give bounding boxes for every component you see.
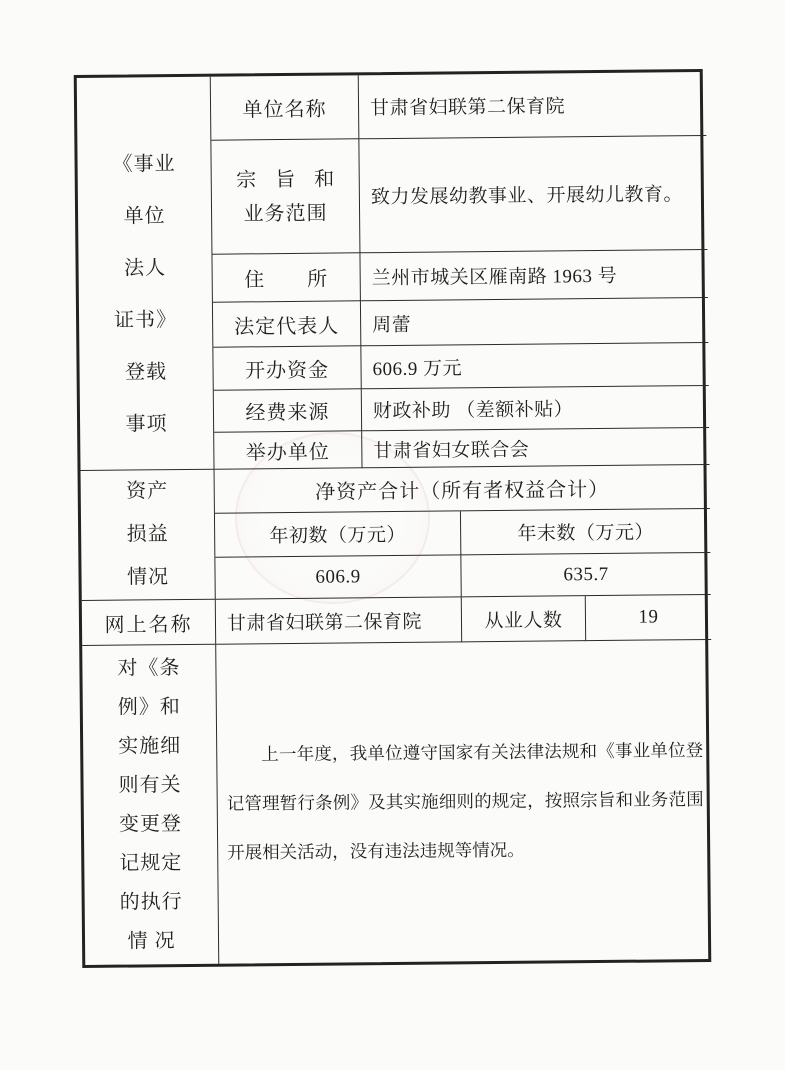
year-end-value: 635.7	[461, 553, 710, 597]
assets-title-line: 损益	[126, 523, 169, 546]
cert-title-line: 事项	[125, 413, 168, 436]
compliance-title-line: 记规定	[119, 851, 183, 875]
year-begin-header: 年初数（万元）	[215, 511, 461, 557]
unit-name-value: 甘肃省妇联第二保育院	[359, 72, 707, 139]
capital-value: 606.9 万元	[361, 343, 708, 389]
purpose-label	[211, 139, 360, 254]
online-name-value: 甘肃省妇联第二保育院	[216, 597, 462, 644]
compliance-title-line: 变更登	[118, 812, 183, 836]
assets-title-line: 情况	[126, 566, 170, 589]
unit-name-label: 单位名称	[211, 75, 360, 140]
address-label: 住 所	[212, 253, 360, 302]
compliance-title-line: 的执行	[119, 890, 183, 914]
cert-title-line: 证书》	[113, 309, 178, 332]
year-end-header: 年末数（万元）	[461, 509, 710, 555]
purpose-label-line2: 业务范围	[243, 202, 328, 225]
address-value: 兰州市城关区雁南路 1963 号	[360, 250, 707, 301]
staff-count-label: 从业人数	[462, 596, 586, 642]
cert-title-line: 《事业	[112, 153, 176, 176]
compliance-section-title	[82, 645, 219, 965]
online-name-label: 网上名称	[82, 600, 216, 646]
compliance-statement-cell	[216, 640, 714, 964]
year-begin-value: 606.9	[215, 555, 461, 599]
compliance-title-line: 则有关	[118, 773, 182, 797]
legal-rep-label: 法定代表人	[213, 301, 361, 347]
purpose-label-line1: 宗 旨 和	[236, 167, 342, 191]
legal-rep-value: 周蕾	[361, 298, 708, 346]
cert-title-line: 法人	[123, 257, 167, 280]
assets-section-title	[81, 470, 216, 601]
cert-items-title	[77, 77, 215, 471]
cert-title-line: 登载	[124, 361, 168, 384]
sponsor-value: 甘肃省妇女联合会	[362, 428, 709, 468]
compliance-title-line: 实施细	[118, 734, 182, 758]
cert-title-line: 单位	[123, 205, 166, 228]
funding-label: 经费来源	[214, 389, 362, 432]
sponsor-label: 举办单位	[214, 431, 362, 469]
compliance-title-line: 对《条	[117, 656, 181, 680]
purpose-value: 致力发展幼教事业、开展幼儿教育。	[359, 136, 707, 253]
capital-label: 开办资金	[213, 346, 361, 390]
staff-count-value: 19	[586, 595, 711, 641]
net-assets-header: 净资产合计（所有者权益合计）	[215, 465, 710, 514]
compliance-statement: 上一年度，我单位遵守国家有关法律法规和《事业单位登记管理暂行条例》及其实施细则的规定，按照宗旨和业务范围开展相关活动，没有违法违规等情况。	[226, 740, 704, 863]
compliance-title-line: 例》和	[117, 695, 181, 719]
funding-value: 财政补助 （差额补贴）	[362, 386, 709, 431]
compliance-title-line: 情 况	[127, 929, 176, 953]
assets-title-line: 资产	[126, 480, 169, 503]
registration-table	[74, 69, 712, 968]
